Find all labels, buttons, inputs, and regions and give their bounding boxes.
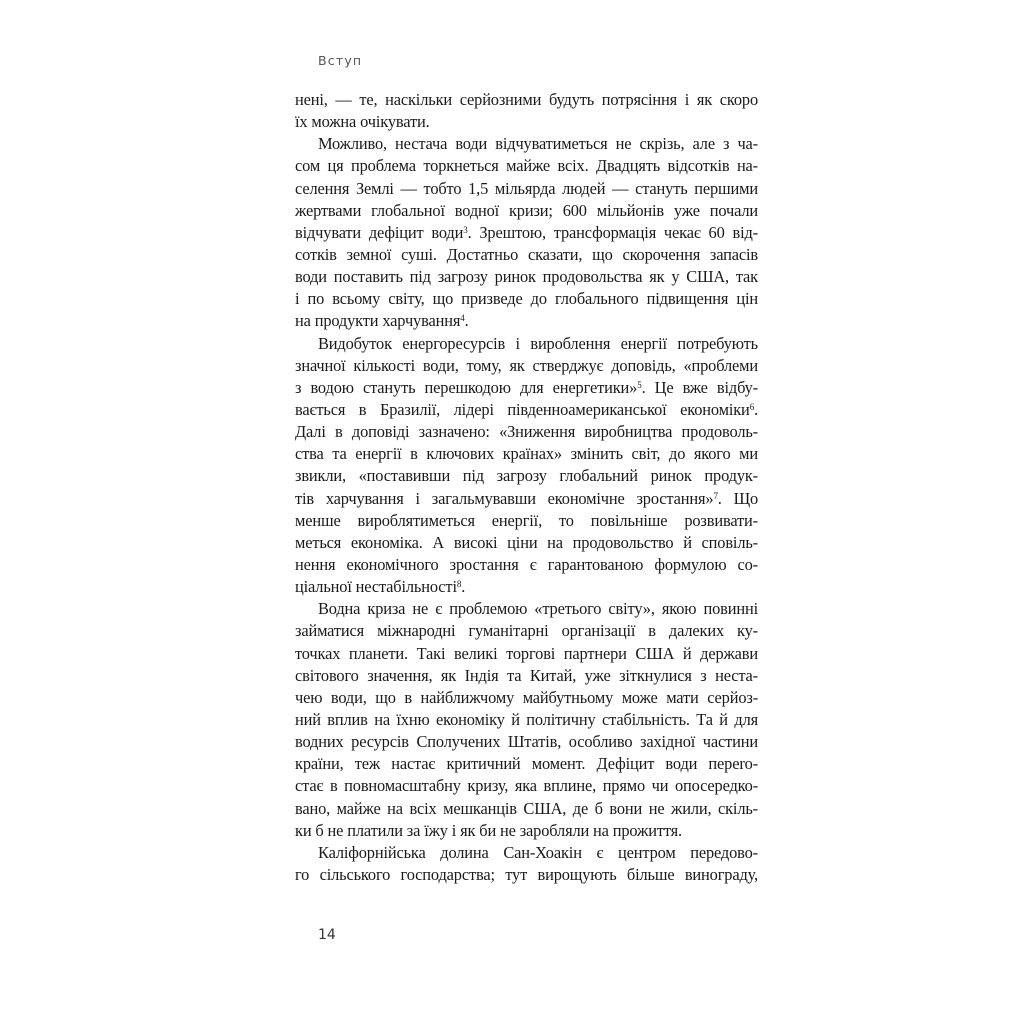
text-line — [295, 709, 758, 731]
text-segment: і по всьому світу, що призведе до глобального підвищення цін — [295, 289, 758, 309]
text-line — [295, 355, 758, 377]
text-line — [295, 687, 758, 709]
text-line — [295, 820, 758, 842]
text-line — [295, 333, 758, 355]
text-segment: Можливо, нестача води відчуватиметься не скрізь, але з ча- — [318, 134, 758, 154]
text-line — [295, 665, 758, 687]
text-segment: го сільського господарства; тут вирощують більше винограду, — [295, 864, 758, 884]
text-segment: . Що — [717, 488, 758, 508]
body-text — [295, 89, 758, 886]
text-line — [295, 244, 758, 266]
text-segment: ства та енергії в ключових країнах» змінить світ, до якого ми — [295, 444, 758, 464]
text-line — [295, 465, 758, 487]
text-segment: на продукти харчування — [295, 311, 461, 331]
text-line — [295, 620, 758, 642]
text-line — [295, 89, 758, 111]
text-segment: . — [464, 311, 469, 331]
text-segment: сотків земної суші. Достатньо сказати, що скорочення запасів — [295, 244, 758, 264]
text-line — [295, 222, 758, 244]
paragraph — [295, 842, 758, 886]
footnote-ref: 4 — [460, 313, 465, 324]
text-line — [295, 178, 758, 200]
text-line — [295, 532, 758, 554]
footnote-ref: 8 — [456, 579, 462, 590]
text-segment: сом ця проблема торкнеться майже всіх. Двадцять відсотків на- — [295, 156, 758, 176]
text-segment: тів харчування і загальмувавши економічне зростання» — [295, 488, 714, 508]
text-segment: звикли, «поставивши під загрозу глобальний ринок продук- — [295, 466, 758, 486]
page-number: 14 — [318, 927, 336, 943]
text-segment: з водою стануть перешкодою для енергетики» — [295, 377, 638, 397]
text-line — [295, 775, 758, 797]
text-segment: чею води, що в найближчому майбутньому може мати серйоз- — [295, 687, 758, 707]
text-segment: ціальної нестабільності — [295, 577, 457, 597]
text-segment: займатися міжнародні гуманітарні організації в далеких ку- — [295, 621, 758, 641]
text-line — [295, 731, 758, 753]
text-line — [295, 200, 758, 222]
text-segment: Далі в доповіді зазначено: «Зниження виробництва продоволь- — [295, 422, 758, 442]
text-line — [295, 133, 758, 155]
text-segment: води поставить під загрозу ринок продовольства як у США, так — [295, 267, 758, 287]
text-segment: . — [461, 577, 466, 597]
text-line — [295, 643, 758, 665]
text-segment: значної кількості води, тому, як стверджує доповідь, «проблеми — [295, 355, 758, 375]
text-line — [295, 842, 758, 864]
text-segment: нені, — те, наскільки серйозними будуть потрясіння і як скоро — [295, 90, 758, 109]
text-segment: світового значення, як Індія та Китай, уже зіткнулися з неста- — [295, 665, 758, 685]
text-segment: жертвами глобальної водної кризи; 600 мільйонів уже почали — [295, 200, 758, 220]
text-line — [295, 798, 758, 820]
text-segment: їх можна очікувати. — [295, 112, 430, 132]
text-line — [295, 377, 758, 399]
footnote-ref: 6 — [749, 401, 755, 412]
text-segment: відчувати дефіцит води — [295, 222, 464, 242]
text-segment: водних ресурсів Сполучених Штатів, особливо західної частини — [295, 732, 758, 752]
text-line — [295, 155, 758, 177]
text-segment: . Це вже відбу- — [641, 377, 758, 397]
text-line — [295, 310, 758, 332]
text-segment: селення Землі — тобто 1,5 мільярда людей — стануть першими — [295, 178, 758, 198]
text-segment: . — [754, 399, 758, 419]
paragraph — [295, 598, 758, 842]
text-line — [295, 753, 758, 775]
text-segment: Каліфорнійська долина Сан-Хоакін є центром передово- — [318, 842, 758, 862]
text-line — [295, 576, 758, 598]
paragraph — [295, 333, 758, 599]
text-segment: ний вплив на їхню економіку й політичну стабільність. Та й для — [295, 709, 758, 729]
text-line — [295, 399, 758, 421]
text-line — [295, 554, 758, 576]
text-segment: ки б не платили за їжу і як би не заробляли на прожиття. — [295, 820, 682, 840]
text-segment: Видобуток енергоресурсів і вироблення енергії потребують — [318, 333, 758, 353]
footnote-ref: 7 — [713, 490, 718, 501]
paragraph — [295, 89, 758, 133]
text-segment: стає в повномасштабну кризу, яка вплине, прямо чи опосередко- — [295, 776, 758, 796]
text-line — [295, 510, 758, 532]
text-segment: нення економічного зростання є гарантованою формулою со- — [295, 554, 758, 574]
footnote-ref: 3 — [463, 224, 468, 235]
text-line — [295, 288, 758, 310]
text-segment: вається в Бразилії, лідері південноамериканської економіки — [295, 399, 750, 419]
text-segment: країни, теж настає критичний момент. Дефіцит води перero- — [295, 754, 758, 774]
text-line — [295, 111, 758, 133]
text-segment: Водна криза не є проблемою «третього світу», якою повинні — [318, 599, 758, 619]
text-segment: менше вироблятиметься енергії, то повільніше розвивати- — [295, 510, 758, 530]
text-segment: . Зрештою, трансформація чекає 60 від- — [467, 222, 758, 242]
paragraph — [295, 133, 758, 332]
text-segment: меться економіка. А високі ціни на продовольство й сповіль- — [295, 532, 758, 552]
running-head: Вступ — [318, 53, 363, 68]
text-line — [295, 421, 758, 443]
text-segment: вано, майже на всіх мешканців США, де б вони не жили, скіль- — [295, 798, 758, 818]
text-segment: точках планети. Такі великі торгові партнери США й держави — [295, 643, 758, 663]
text-line — [295, 443, 758, 465]
text-line — [295, 488, 758, 510]
footnote-ref: 5 — [637, 379, 642, 390]
text-line — [295, 864, 758, 886]
text-line — [295, 598, 758, 620]
text-line — [295, 266, 758, 288]
